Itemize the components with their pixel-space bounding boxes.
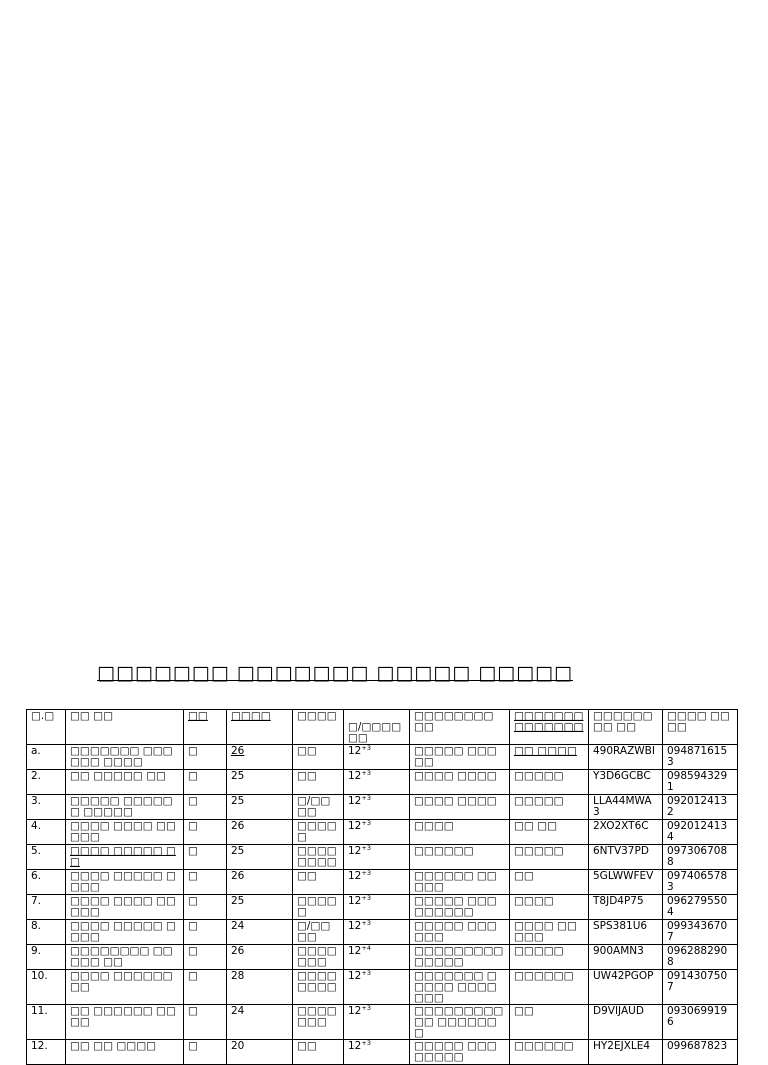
- table-row: [27, 920, 738, 945]
- education-value: 12: [348, 945, 362, 957]
- cell: □: [184, 970, 227, 1005]
- header-cell: □□: [184, 710, 227, 745]
- education-cell: [344, 970, 410, 1005]
- id-cell: 900AMN3: [589, 945, 663, 970]
- table-row: [27, 795, 738, 820]
- education-value: 12: [348, 920, 362, 932]
- cell: □□□□□: [293, 820, 344, 845]
- education-suffix: +4: [361, 944, 371, 952]
- name-cell: □□ □□□□□□ □□□□: [66, 1005, 184, 1040]
- table-row: [27, 770, 738, 795]
- cell: □□□□ □□□□: [410, 770, 510, 795]
- cell: □□□□□ □□□□□: [410, 745, 510, 770]
- cell: □□□□: [510, 895, 589, 920]
- cell: □/□□□□: [293, 795, 344, 820]
- header-cell: □□□□□□□ □□□□□□□: [510, 710, 589, 745]
- education-suffix: +3: [361, 769, 371, 777]
- cell: □: [184, 845, 227, 870]
- name-cell: □□□□ □□□□ □□□□□: [66, 820, 184, 845]
- cell: □□□□□□: [510, 1040, 589, 1065]
- cell: □□□□□ □□□□□□□□: [410, 1040, 510, 1065]
- id-cell: 2XO2XT6C: [589, 820, 663, 845]
- phone-cell: 0930699196: [663, 1005, 738, 1040]
- cell: □: [184, 870, 227, 895]
- cell: □□□□ □□□□□: [510, 920, 589, 945]
- education-cell: [344, 920, 410, 945]
- roster-table: [26, 709, 738, 1065]
- cell: □□: [293, 745, 344, 770]
- serial-cell: 11.: [27, 1005, 66, 1040]
- id-cell: D9VIJAUD: [589, 1005, 663, 1040]
- education-value: 12: [348, 795, 362, 807]
- cell: □□□□□□: [510, 970, 589, 1005]
- cell: □□: [510, 870, 589, 895]
- cell: □□□□□: [510, 845, 589, 870]
- phone-cell: 0993436707: [663, 920, 738, 945]
- education-suffix: +3: [361, 744, 371, 752]
- phone-cell: 0974065783: [663, 870, 738, 895]
- cell: □□□□□□□□□□□ □□□□□□□: [410, 1005, 510, 1040]
- cell: □□: [510, 1005, 589, 1040]
- age-cell: 26: [227, 820, 293, 845]
- phone-cell: 0920124132: [663, 795, 738, 820]
- cell: □□: [293, 1040, 344, 1065]
- cell: □□□□□□□□□ □□□□□: [410, 945, 510, 970]
- cell: □□□□□: [510, 770, 589, 795]
- name-cell: □□□□ □□□□□ □□: [66, 845, 184, 870]
- phone-cell: 0914307507: [663, 970, 738, 1005]
- cell: □□: [293, 770, 344, 795]
- cell: □□: [293, 870, 344, 895]
- serial-cell: 5.: [27, 845, 66, 870]
- cell: □□□□ □□□□: [410, 795, 510, 820]
- name-cell: □□ □□□□□ □□: [66, 770, 184, 795]
- cell: □□□□□□□: [293, 945, 344, 970]
- education-cell: [344, 795, 410, 820]
- cell: □□□□□ □□□□□□: [410, 920, 510, 945]
- age-cell: 25: [227, 845, 293, 870]
- header-cell-text: □/□□□□□□: [348, 721, 402, 744]
- phone-cell: 0962882908: [663, 945, 738, 970]
- cell: □□□□□□: [410, 845, 510, 870]
- name-cell: □□□□□□□ □□□□□□ □□□□: [66, 745, 184, 770]
- id-cell: 490RAZWBI: [589, 745, 663, 770]
- name-cell: □□□□ □□□□□□ □□: [66, 970, 184, 1005]
- cell: □: [184, 945, 227, 970]
- education-cell: [344, 845, 410, 870]
- serial-cell: 6.: [27, 870, 66, 895]
- name-cell: □□□□□□□□ □□□□□ □□: [66, 945, 184, 970]
- table-row: [27, 745, 738, 770]
- id-cell: 5GLWWFEV: [589, 870, 663, 895]
- education-cell: [344, 895, 410, 920]
- cell: □□□□□□□ □□□□□ □□□□□□□: [410, 970, 510, 1005]
- cell: □□□□□□□: [293, 1005, 344, 1040]
- cell: □: [184, 770, 227, 795]
- id-cell: HY2EJXLE4: [589, 1040, 663, 1065]
- cell: □□□□□: [510, 795, 589, 820]
- name-cell: □□□□□ □□□□□□ □□□□□: [66, 795, 184, 820]
- education-value: 12: [348, 895, 362, 907]
- education-cell: [344, 1040, 410, 1065]
- education-value: 12: [348, 870, 362, 882]
- age-cell: 26: [227, 870, 293, 895]
- id-cell: T8JD4P75: [589, 895, 663, 920]
- header-cell: □.□: [27, 710, 66, 745]
- age-cell: 28: [227, 970, 293, 1005]
- education-cell: [344, 770, 410, 795]
- age-cell: 20: [227, 1040, 293, 1065]
- age-cell: 25: [227, 895, 293, 920]
- header-cell: □□ □□: [66, 710, 184, 745]
- education-value: 12: [348, 820, 362, 832]
- education-cell: [344, 745, 410, 770]
- table-row: [27, 895, 738, 920]
- education-suffix: +3: [361, 919, 371, 927]
- cell: □: [184, 920, 227, 945]
- education-suffix: +3: [361, 869, 371, 877]
- education-cell: [344, 870, 410, 895]
- education-cell: [344, 945, 410, 970]
- header-cell: □□□□: [293, 710, 344, 745]
- education-suffix: +3: [361, 1039, 371, 1047]
- phone-cell: 0973067088: [663, 845, 738, 870]
- age-cell: 26: [227, 745, 293, 770]
- table-row: [27, 845, 738, 870]
- id-cell: SPS381U6: [589, 920, 663, 945]
- cell: □: [184, 1005, 227, 1040]
- education-suffix: +3: [361, 794, 371, 802]
- table-row: [27, 945, 738, 970]
- cell: □□□□□□□□: [293, 970, 344, 1005]
- header-cell: □□□□: [227, 710, 293, 745]
- cell: □: [184, 795, 227, 820]
- education-suffix: +3: [361, 844, 371, 852]
- serial-cell: 12.: [27, 1040, 66, 1065]
- header-cell: □□□□ □□□□: [663, 710, 738, 745]
- phone-cell: 0985943291: [663, 770, 738, 795]
- cell: □□□□□ □□□□□□□□□: [410, 895, 510, 920]
- header-cell: □□□□□□□□ □□: [410, 710, 510, 745]
- table-row: [27, 820, 738, 845]
- cell: □□□□□□ □□□□□: [410, 870, 510, 895]
- serial-cell: 10.: [27, 970, 66, 1005]
- education-value: 12: [348, 1005, 362, 1017]
- age-cell: 26: [227, 945, 293, 970]
- phone-cell: 099687823: [663, 1040, 738, 1065]
- cell: □□□□□□□□: [293, 845, 344, 870]
- age-cell: 25: [227, 795, 293, 820]
- phone-cell: 0920124134: [663, 820, 738, 845]
- name-cell: □□□□ □□□□ □□□□□: [66, 895, 184, 920]
- cell: □□□□□: [510, 945, 589, 970]
- serial-cell: 7.: [27, 895, 66, 920]
- id-cell: LLA44MWA3: [589, 795, 663, 820]
- serial-cell: 9.: [27, 945, 66, 970]
- education-suffix: +3: [361, 894, 371, 902]
- header-cell: □□□□□□□□ □□: [589, 710, 663, 745]
- cell: □: [184, 895, 227, 920]
- age-cell: 25: [227, 770, 293, 795]
- cell: □□□□□: [293, 895, 344, 920]
- cell: □: [184, 820, 227, 845]
- serial-cell: 3.: [27, 795, 66, 820]
- education-value: 12: [348, 1040, 362, 1052]
- cell: □/□□□□: [293, 920, 344, 945]
- age-cell: 24: [227, 1005, 293, 1040]
- education-value: 12: [348, 845, 362, 857]
- phone-cell: 0962795504: [663, 895, 738, 920]
- age-cell: 24: [227, 920, 293, 945]
- education-cell: [344, 820, 410, 845]
- cell: □□ □□: [510, 820, 589, 845]
- header-row: [27, 710, 738, 745]
- serial-cell: 8.: [27, 920, 66, 945]
- id-cell: Y3D6GCBC: [589, 770, 663, 795]
- header-cell: [344, 710, 410, 745]
- table-row: [27, 1040, 738, 1065]
- name-cell: □□ □□ □□□□: [66, 1040, 184, 1065]
- education-suffix: +3: [361, 969, 371, 977]
- phone-cell: 0948716153: [663, 745, 738, 770]
- education-value: 12: [348, 970, 362, 982]
- serial-cell: 2.: [27, 770, 66, 795]
- id-cell: UW42PGOP: [589, 970, 663, 1005]
- cell: □□□□: [410, 820, 510, 845]
- table-row: [27, 970, 738, 1005]
- cell: □: [184, 745, 227, 770]
- id-cell: 6NTV37PD: [589, 845, 663, 870]
- serial-cell: 4.: [27, 820, 66, 845]
- table-row: [27, 870, 738, 895]
- education-cell: [344, 1005, 410, 1040]
- education-suffix: +3: [361, 1004, 371, 1012]
- document-title: □□□□□□□ □□□□□□□ □□□□□ □□□□□: [97, 662, 573, 684]
- cell: □□ □□□□: [510, 745, 589, 770]
- table-row: [27, 1005, 738, 1040]
- education-suffix: +3: [361, 819, 371, 827]
- cell: □: [184, 1040, 227, 1065]
- education-value: 12: [348, 745, 362, 757]
- name-cell: □□□□ □□□□□ □□□□: [66, 870, 184, 895]
- education-value: 12: [348, 770, 362, 782]
- serial-cell: a.: [27, 745, 66, 770]
- name-cell: □□□□ □□□□□ □□□□: [66, 920, 184, 945]
